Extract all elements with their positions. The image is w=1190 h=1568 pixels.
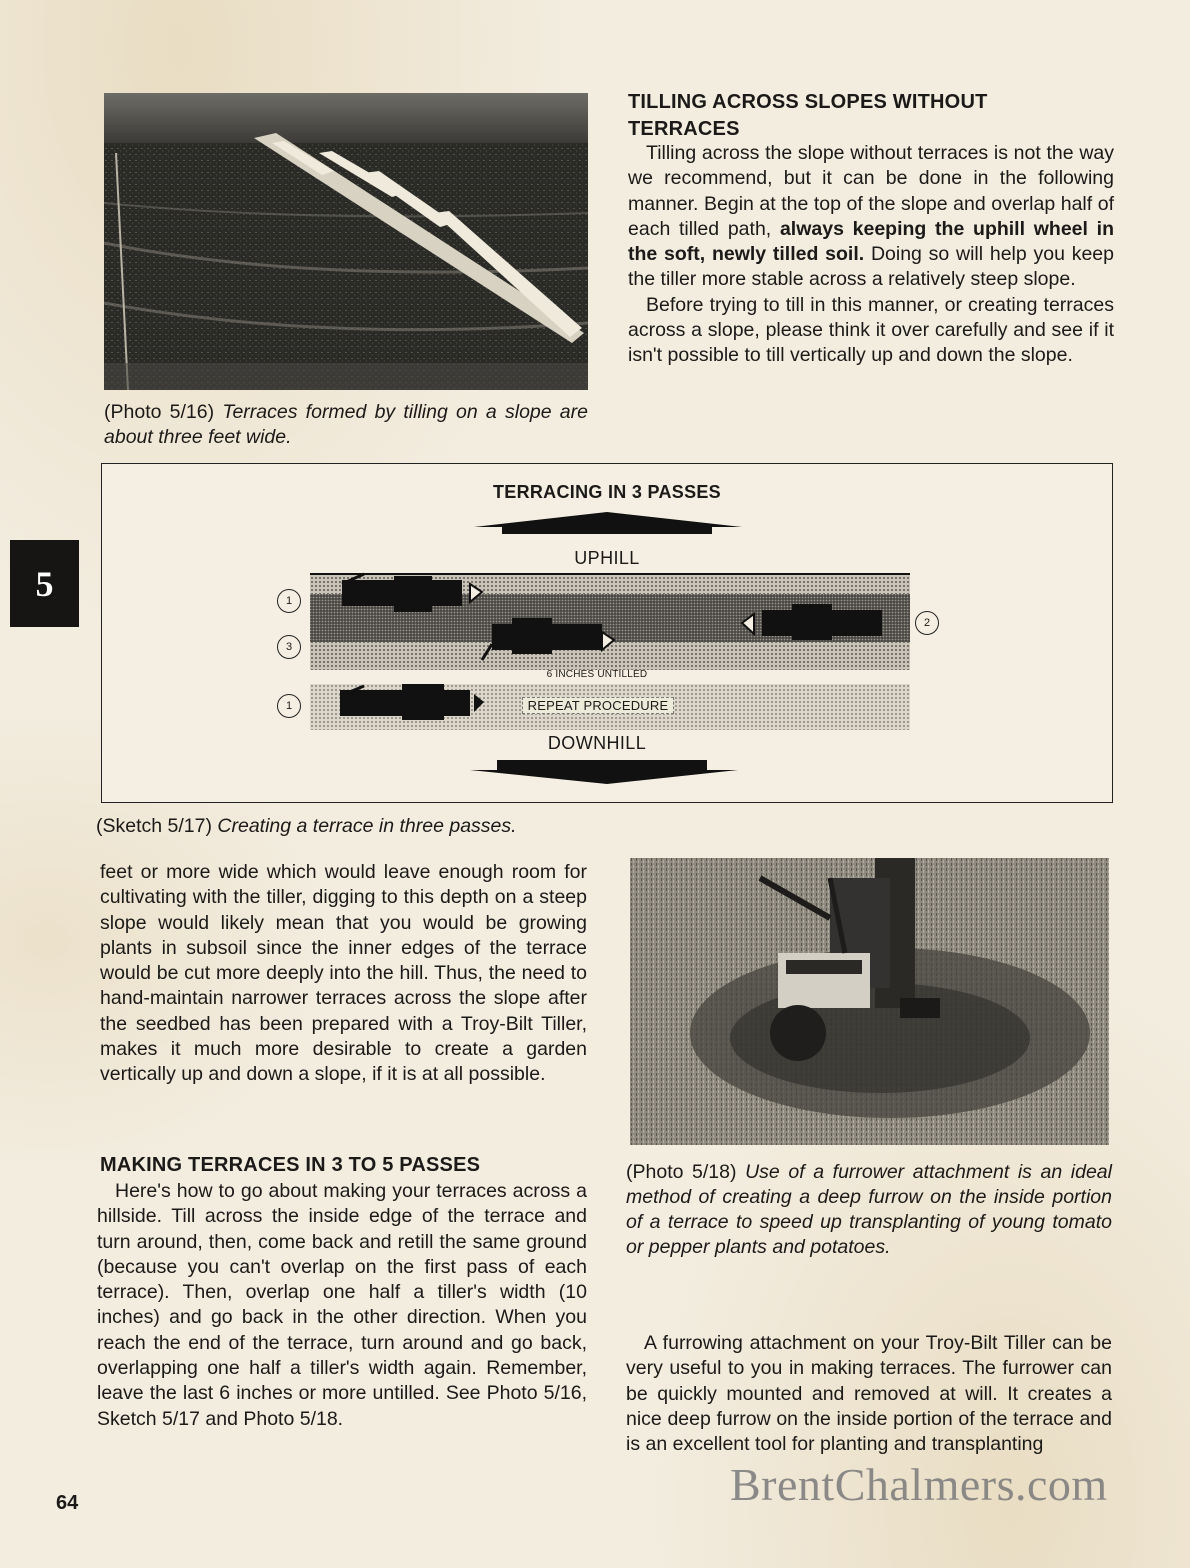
tilling-paragraph-1 <box>628 141 1114 293</box>
section-heading-tilling: TILLING ACROSS SLOPES WITHOUT TERRACES <box>628 91 988 140</box>
downhill-arrow <box>470 770 738 784</box>
photo-caption-5-18 <box>626 1160 1112 1260</box>
continued-paragraph: feet or more wide which would leave enough room for cultivating with the tiller, digging to this depth on a steep slope would likely mean that you would be growing plants in subsoil since the inner edges of the terrace would be cut more deeply into the hill. Thus, the need to hand-maintain narrower terraces across the slope after the seedbed has been prepared with a Troy-Bilt Tiller, makes it much more desirable to create a garden vertically up and down a slope, if it is at all possible. <box>100 861 587 1086</box>
downhill-label: DOWNHILL <box>547 733 647 753</box>
watermark: BrentChalmers.com <box>730 1459 1108 1510</box>
paragraph-text: Doing so will help you keep the tiller more stable across a relatively steep slope. <box>628 243 1114 291</box>
pass-number-1: 1 <box>277 589 301 613</box>
making-terraces-body <box>97 1179 587 1432</box>
uphill-label: UPHILL <box>574 548 640 568</box>
pass-number-1-repeat: 1 <box>277 694 301 718</box>
page-number: 64 <box>56 1492 79 1514</box>
sketch-label: (Sketch 5/17) <box>96 815 212 837</box>
sketch-caption-5-17 <box>96 814 696 839</box>
furrower-photo <box>630 858 1109 1145</box>
left-body-continued <box>100 860 587 1088</box>
repeat-procedure-label: REPEAT PROCEDURE <box>522 697 674 714</box>
terrace-photo <box>104 93 588 390</box>
photo-caption-5-16 <box>104 400 588 450</box>
terracing-diagram <box>101 463 1113 803</box>
photo-label: (Photo 5/18) <box>626 1161 737 1183</box>
tilling-body <box>628 141 1114 369</box>
making-terraces-paragraph: Here's how to go about making your terraces across a hillside. Till across the inside edge of the terrace and turn around, then, come back and retill the same ground (because you can't overlap on the first pass of each terrace). Then, overlap one half a tiller's width (10 inches) and go back in the other direction. When you reach the end of the terrace, turn around and go back, overlapping one half a tiller's width again. Remember, leave the last 6 inches or more untilled. See Photo 5/16, Sketch 5/17 and Photo 5/18. <box>97 1180 587 1430</box>
photo-label: (Photo 5/16) <box>104 401 215 423</box>
pass-number-3: 3 <box>277 635 301 659</box>
terrace-photo-image <box>104 93 588 390</box>
untilled-label: 6 INCHES UNTILLED <box>546 669 648 680</box>
furrowing-paragraph: A furrowing attachment on your Troy-Bilt Tiller can be very useful to you in making terraces. The furrower can be quickly mounted and removed at will. It creates a nice deep furrow on the inside portion of the terrace and is an excellent tool for planting and transplanting <box>626 1332 1112 1456</box>
pass-number-2: 2 <box>915 611 939 635</box>
bold-instruction: always keeping the uphill wheel in the soft, newly tilled soil. <box>628 217 1114 266</box>
sketch-caption-text: Creating a terrace in three passes. <box>217 815 517 837</box>
furrower-photo-image <box>630 858 1109 1145</box>
chapter-tab: 5 <box>10 540 79 627</box>
section-heading-making-terraces: MAKING TERRACES IN 3 TO 5 PASSES <box>100 1154 481 1176</box>
photo-caption-text: Use of a furrower attachment is an ideal method of creating a deep furrow on the inside portion of a terrace to speed up transplanting of young tomato or pepper plants and potatoes. <box>626 1161 1112 1258</box>
photo-caption-text: Terraces formed by tilling on a slope are about three feet wide. <box>104 401 588 448</box>
diagram-title: TERRACING IN 3 PASSES <box>492 482 721 502</box>
tilling-paragraph-2: Before trying to till in this manner, or creating terraces across a slope, please think it over carefully and see if it isn't possible to till vertically up and down the slope. <box>628 293 1114 367</box>
paragraph-text: Tilling across the slope without terraces is not the way we recommend, but it can be done in the following manner. Begin at the top of the slope and overlap half of each tilled path, <box>628 142 1114 240</box>
furrowing-body <box>626 1331 1112 1457</box>
